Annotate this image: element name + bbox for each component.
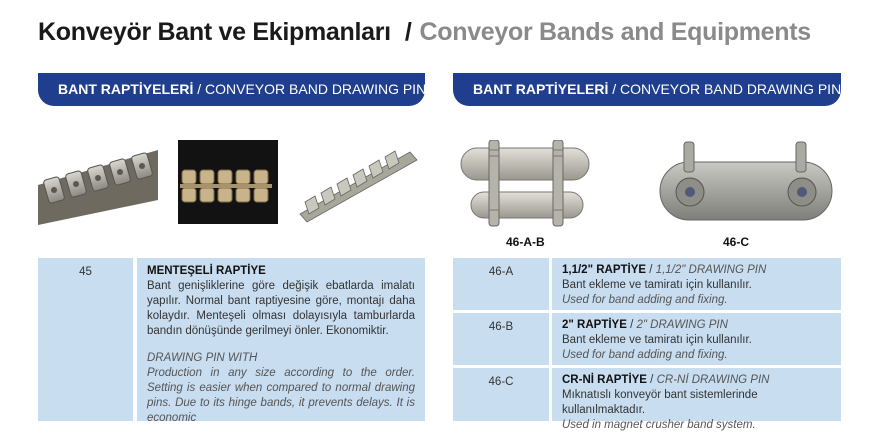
left-text-en: Production in any size according to the order. Setting is easier when compared to normal drawing pins. Due to its hinge bands, it prevents delays. It is economic [147, 367, 415, 424]
band-right-bold: BANT RAPTİYELERİ [473, 81, 609, 97]
row-title-en: 1,1/2" DRAWING PIN [655, 264, 767, 276]
left-desc-cell [137, 258, 425, 424]
table-row-code [453, 313, 549, 365]
band-left-sep: / [193, 81, 206, 97]
row-code: 46-C [488, 376, 514, 388]
row-text-tr: Bant ekleme ve tamiratı için kullanılır. [562, 334, 752, 346]
row-title: CR-Nİ RAPTİYE [562, 374, 647, 386]
table-row-code [453, 258, 549, 310]
section-band-right [453, 73, 851, 106]
row-sep: / [646, 374, 657, 386]
band-left-text: CONVEYOR BAND DRAWING PINS [205, 81, 436, 97]
hinged-pin-photo-1 [38, 140, 158, 225]
row-text-tr: Bant ekleme ve tamiratı için kullanılır. [562, 279, 752, 291]
table-row-desc [552, 368, 841, 431]
title-separator: / [404, 18, 412, 46]
row-text-tr: Mıknatıslı konveyör bant sistemlerinde kullanılmaktadır. [562, 389, 758, 416]
table-row-desc [552, 258, 841, 310]
band-right-text: CONVEYOR BAND DRAWING PINS [620, 81, 851, 97]
row-note: Used for band adding and fixing. [562, 349, 728, 361]
row-title-en: CR-Nİ DRAWING PIN [656, 374, 770, 386]
row-note: Used in magnet crusher band system. [562, 419, 756, 431]
row-title: 2" RAPTİYE [562, 319, 627, 331]
row-code: 46-A [488, 266, 514, 278]
row-title: 1,1/2" RAPTİYE [562, 264, 647, 276]
hinged-pin-photo-2 [172, 136, 284, 228]
row-note: Used for band adding and fixing. [562, 294, 728, 306]
pin-46-a-b-photo [453, 140, 598, 232]
left-text-tr: Bant genişliklerine göre değişik ebatlarda imalatı yapılır. Normal bant raptiyesine göre, montajı daha kolaydır. Menteşeli olması dolayısıyla tamburlarda bandın dönüşünde gerilmeyi önler. Ekonomiktir. [147, 280, 415, 337]
row-title-en: 2" DRAWING PIN [636, 319, 728, 331]
band-left-bold: BANT RAPTİYELERİ [58, 81, 194, 97]
section-band-left [38, 73, 436, 106]
title-english: Conveyor Bands and Equipments [419, 18, 811, 46]
label-46-c: 46-C [723, 235, 750, 249]
row-sep: / [646, 264, 656, 276]
hinged-pin-photo-3 [295, 144, 420, 224]
label-46-a-b: 46-A-B [506, 235, 545, 249]
left-code: 45 [79, 266, 92, 278]
title-turkish: Konveyör Bant ve Ekipmanları [38, 18, 391, 46]
row-sep: / [626, 319, 637, 331]
left-heading: MENTEŞELİ RAPTİYE [147, 265, 266, 277]
pin-46-c-photo [658, 140, 836, 230]
left-code-cell [38, 258, 133, 421]
page-title [38, 18, 811, 47]
band-right-sep: / [608, 81, 621, 97]
table-row-desc [552, 313, 841, 365]
row-code: 46-B [488, 321, 514, 333]
table-row-code [453, 368, 549, 421]
left-heading-en: DRAWING PIN WITH [147, 352, 258, 364]
